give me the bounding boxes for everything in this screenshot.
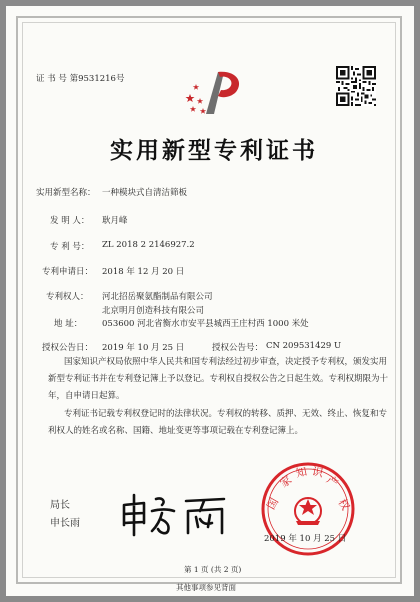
- patentee-value-2: 北京明月创造科技有限公司: [102, 306, 205, 316]
- signatory-name: 申长雨: [50, 518, 80, 529]
- body-line: 专利证书记载专利权登记时的法律状况。专利权的转移、质押、无效、终止、恢复和专: [64, 409, 388, 419]
- handwritten-signature-icon: [116, 491, 236, 539]
- inventor-value: 耿月峰: [102, 216, 128, 226]
- signatory-role: 局长: [50, 500, 70, 511]
- certificate-page: [6, 6, 414, 596]
- page-indicator: 第 1 页 (共 2 页): [184, 565, 242, 574]
- grant-number-label: 授权公告号：: [212, 343, 264, 353]
- patent-number-value: ZL 2018 2 2146927.2: [102, 240, 195, 250]
- svg-text:知: 知: [294, 465, 309, 481]
- footer-note: 其他事项参见背面: [176, 583, 236, 592]
- filing-date-label: 专利申请日：: [42, 267, 94, 277]
- patentee-value-1: 河北招岳聚氨酯制品有限公司: [102, 292, 213, 302]
- address-value: 053600 河北省衡水市安平县城西王庄村西 1000 米处: [102, 319, 309, 329]
- body-line: 国家知识产权局依照中华人民共和国专利法经过初步审查，决定授予专利权，颁发实用: [64, 357, 388, 367]
- cnipa-logo-icon: [184, 64, 248, 118]
- body-line: 利权人的姓名或名称、国籍、地址变更等事项记载在专利登记簿上。: [48, 426, 304, 436]
- svg-text:产: 产: [323, 473, 341, 491]
- body-paragraph-1: [48, 354, 388, 405]
- body-line: 新型专利证书并在专利登记簿上予以登记。专利权自授权公告之日起生效。专利权期限为十: [48, 374, 389, 384]
- filing-date-value: 2018 年 12 月 20 日: [102, 267, 185, 277]
- inventor-label: 发 明 人：: [50, 216, 90, 226]
- body-line: 年，自申请日起算。: [48, 391, 125, 401]
- address-label: 地 址：: [54, 319, 83, 329]
- grant-date-value: 2019 年 10 月 25 日: [102, 343, 185, 353]
- document-title: 实用新型专利证书: [110, 137, 318, 164]
- patent-number-label: 专 利 号：: [50, 242, 90, 252]
- seal-date: 2019 年 10 月 25 日: [264, 534, 347, 544]
- svg-text:权: 权: [335, 496, 353, 513]
- name-value: 一种模块式自清洁筛板: [102, 188, 188, 198]
- svg-text:识: 识: [310, 464, 325, 480]
- grant-date-label: 授权公告日：: [42, 343, 94, 353]
- patentee-label: 专利权人：: [46, 292, 89, 302]
- grant-number-value: CN 209531429 U: [266, 341, 342, 351]
- qr-code-icon: [336, 66, 376, 106]
- certificate-number: 证 书 号 第9531216号: [36, 74, 125, 84]
- body-paragraph-2: [48, 406, 388, 440]
- svg-text:家: 家: [277, 473, 295, 491]
- svg-text:国: 国: [264, 495, 282, 512]
- name-label: 实用新型名称：: [36, 188, 96, 198]
